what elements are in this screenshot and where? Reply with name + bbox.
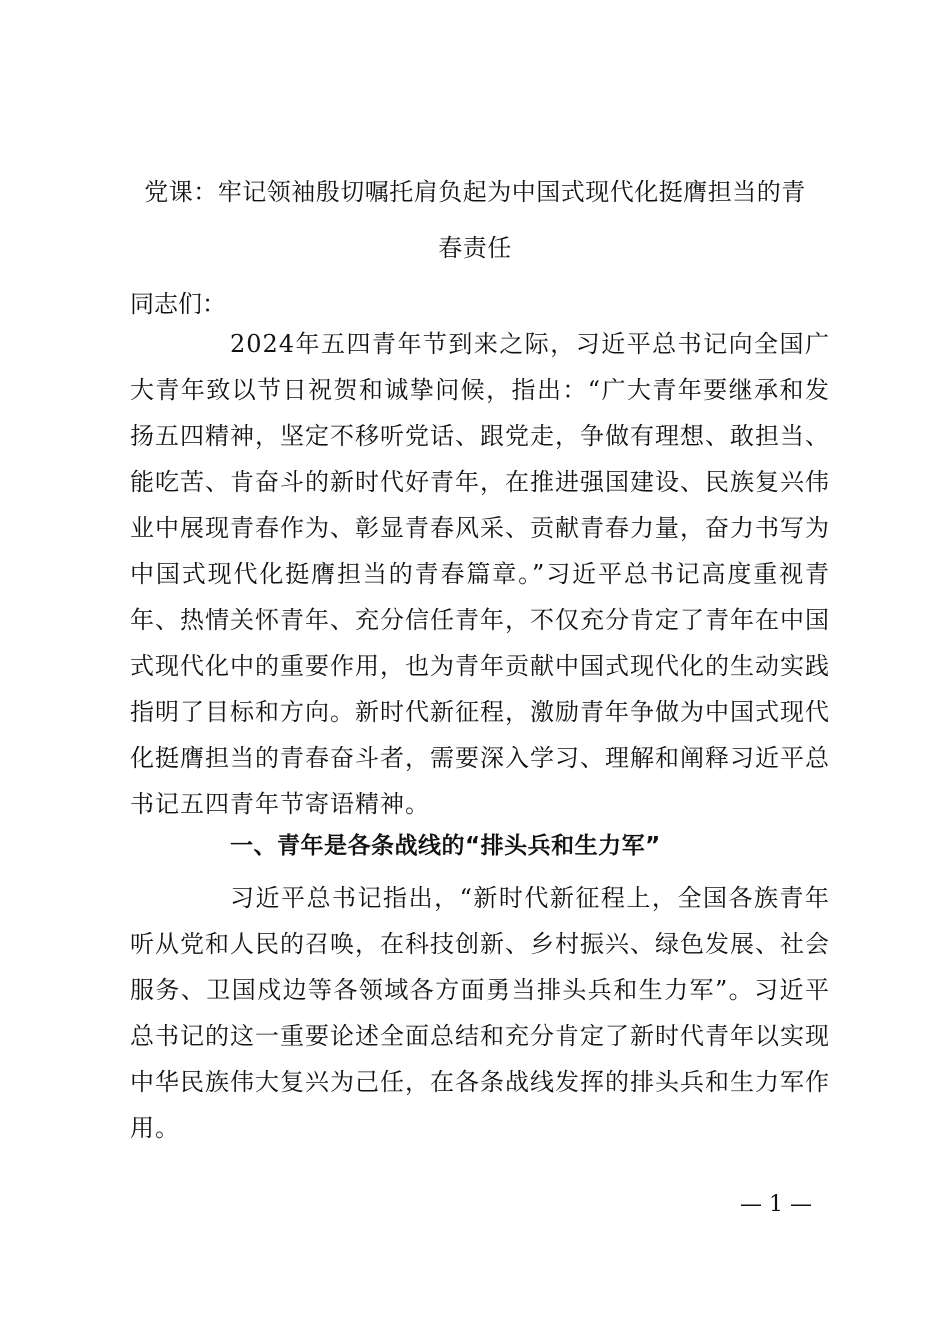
section-heading-1: 一、青年是各条战线的“排头兵和生力军” bbox=[230, 833, 661, 859]
document-title-line-1: 党课：牢记领袖殷切嘱托肩负起为中国式现代化挺膺担当的青 bbox=[144, 178, 806, 206]
body-paragraph-1: 2024年五四青年节到来之际，习近平总书记向全国广大青年致以节日祝贺和诚挚问候，指出：“广大青年要继承和发扬五四精神，坚定不移听党话、跟党走，争做有理想、敢担当、能吃苦、肯奋斗的新时代好青年，在推进强国建设、民族复兴伟业中展现青春作为、彰显青春风采、贡献青春力量，奋力书写为中国式现代化挺膺担当的青春篇章。”习近平总书记高度重视青年、热情关怀青年、充分信任青年，不仅充分肯定了青年在中国式现代化中的重要作用，也为青年贡献中国式现代化的生动实践指明了目标和方向。新时代新征程，激励青年争做为中国式现代化挺膺担当的青春奋斗者，需要深入学习、理解和阐释习近平总书记五四青年节寄语精神。 bbox=[130, 330, 830, 818]
document-title-line-2: 春责任 bbox=[438, 234, 512, 262]
salutation: 同志们： bbox=[130, 290, 226, 318]
body-paragraph-2: 习近平总书记指出，“新时代新征程上，全国各族青年听从党和人民的召唤，在科技创新、乡村振兴、绿色发展、社会服务、卫国戍边等各领域各方面勇当排头兵和生力军”。习近平总书记的这一重要论述全面总结和充分肯定了新时代青年以实现中华民族伟大复兴为己任，在各条战线发挥的排头兵和生力军作用。 bbox=[130, 884, 830, 1142]
page-number: — 1 — bbox=[740, 1192, 812, 1217]
